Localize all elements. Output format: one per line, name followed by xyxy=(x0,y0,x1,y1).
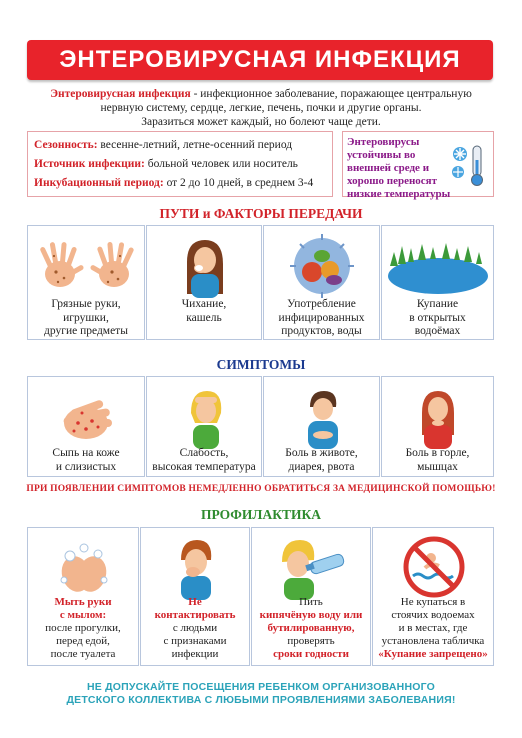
washing-hands-icon xyxy=(28,534,140,600)
transmission-card: Употребление инфицированных продуктов, воды xyxy=(263,225,380,340)
fact-text: Энтеровирусы устойчивы во внешней среде и хорошо переносят низкие температуры xyxy=(347,136,451,200)
prevention-card xyxy=(372,527,494,666)
prevention-line: после туалета xyxy=(50,648,116,660)
section-prevention-title: ПРОФИЛАКТИКА xyxy=(200,507,322,522)
transmission-card: Купание в открытых водоёмах xyxy=(381,225,494,340)
info-box xyxy=(27,131,333,197)
prevention-line: с мылом: xyxy=(59,609,107,621)
intro-text xyxy=(30,87,492,129)
prevention-line: Не купаться в xyxy=(400,596,466,608)
symptom-card: Боль в горле, мышцах xyxy=(381,376,494,477)
prevention-line: с признаками xyxy=(163,635,227,647)
open-pond-icon xyxy=(382,232,495,298)
stomach-pain-icon xyxy=(264,383,381,449)
dirty-hands-icon xyxy=(28,232,146,298)
prevention-line: после прогулки, xyxy=(45,622,121,634)
drinking-water-icon xyxy=(252,534,372,600)
info-season: Сезонность: весенне-летний, летне-осенний период xyxy=(34,139,293,151)
prevention-line: перед едой, xyxy=(56,635,110,647)
sneezing-girl-icon xyxy=(147,232,263,298)
transmission-card: Чихание, кашель xyxy=(146,225,262,340)
infected-food-icon xyxy=(264,232,381,298)
transmission-card: Грязные руки, игрушки, другие предметы xyxy=(27,225,145,340)
prevention-card xyxy=(251,527,371,666)
prevention-line: и в местах, где xyxy=(398,622,468,634)
prevention-line: кипячёную воду или xyxy=(259,609,363,621)
info-incubation: Инкубационный период: от 2 до 10 дней, в среднем 3-4 xyxy=(34,177,314,189)
prevention-line: инфекции xyxy=(171,648,219,660)
symptom-card: Сыпь на коже и слизистых xyxy=(27,376,145,477)
alert-text: ПРИ ПОЯВЛЕНИИ СИМПТОМОВ НЕМЕДЛЕННО ОБРАТИТЬСЯ ЗА МЕДИЦИНСКОЙ ПОМОЩЬЮ! xyxy=(26,484,496,494)
prevention-line: «Купание запрещено» xyxy=(378,648,488,660)
symptom-card: Боль в животе, диарея, рвота xyxy=(263,376,380,477)
info-source: Источник инфекции: больной человек или носитель xyxy=(34,158,298,170)
prevention-line: проверять xyxy=(287,635,335,647)
prevention-line: Пить xyxy=(299,596,323,608)
prevention-line: с людьми xyxy=(172,622,218,634)
rash-hand-icon xyxy=(28,383,146,449)
fact-box xyxy=(342,131,494,200)
no-swimming-sign-icon xyxy=(373,534,495,600)
intro-note: Заразиться может каждый, но болеют чаще дети. xyxy=(141,116,381,128)
prevention-line: Мыть руки xyxy=(54,596,112,608)
section-symptoms-title: СИМПТОМЫ xyxy=(216,357,306,372)
prevention-line: контактировать xyxy=(154,609,236,621)
footer-warning xyxy=(20,681,502,707)
prevention-card xyxy=(27,527,139,666)
symptom-card: Слабость, высокая температура xyxy=(146,376,262,477)
prevention-line: установлена табличка xyxy=(381,635,485,647)
section-transmission-title: ПУТИ и ФАКТОРЫ ПЕРЕДАЧИ xyxy=(159,206,363,221)
prevention-line: Не xyxy=(188,596,202,608)
fever-girl-icon xyxy=(147,383,263,449)
prevention-line: сроки годности xyxy=(273,648,349,660)
intro-term: Энтеровирусная инфекция xyxy=(50,88,191,100)
footer-line-2: ДЕТСКОГО КОЛЛЕКТИВА С ЛЮБЫМИ ПРОЯВЛЕНИЯМИ ЗАБОЛЕВАНИЯ! xyxy=(66,694,456,706)
prevention-line: бутилированную, xyxy=(267,622,355,634)
snowflake-thermometer-icon xyxy=(451,142,487,188)
footer-line-1: НЕ ДОПУСКАЙТЕ ПОСЕЩЕНИЯ РЕБЕНКОМ ОРГАНИЗОВАННОГО xyxy=(87,681,435,693)
intro-definition: - инфекционное заболевание, поражающее центральную нервную систему, сердце, легкие, печень, почки и другие органы. xyxy=(100,88,472,114)
prevention-card xyxy=(140,527,250,666)
prevention-line: стоячих водоемах xyxy=(391,609,475,621)
coughing-boy-icon xyxy=(141,534,251,600)
sore-throat-icon xyxy=(382,383,495,449)
page-title: ЭНТЕРОВИРУСНАЯ ИНФЕКЦИЯ xyxy=(27,40,493,80)
